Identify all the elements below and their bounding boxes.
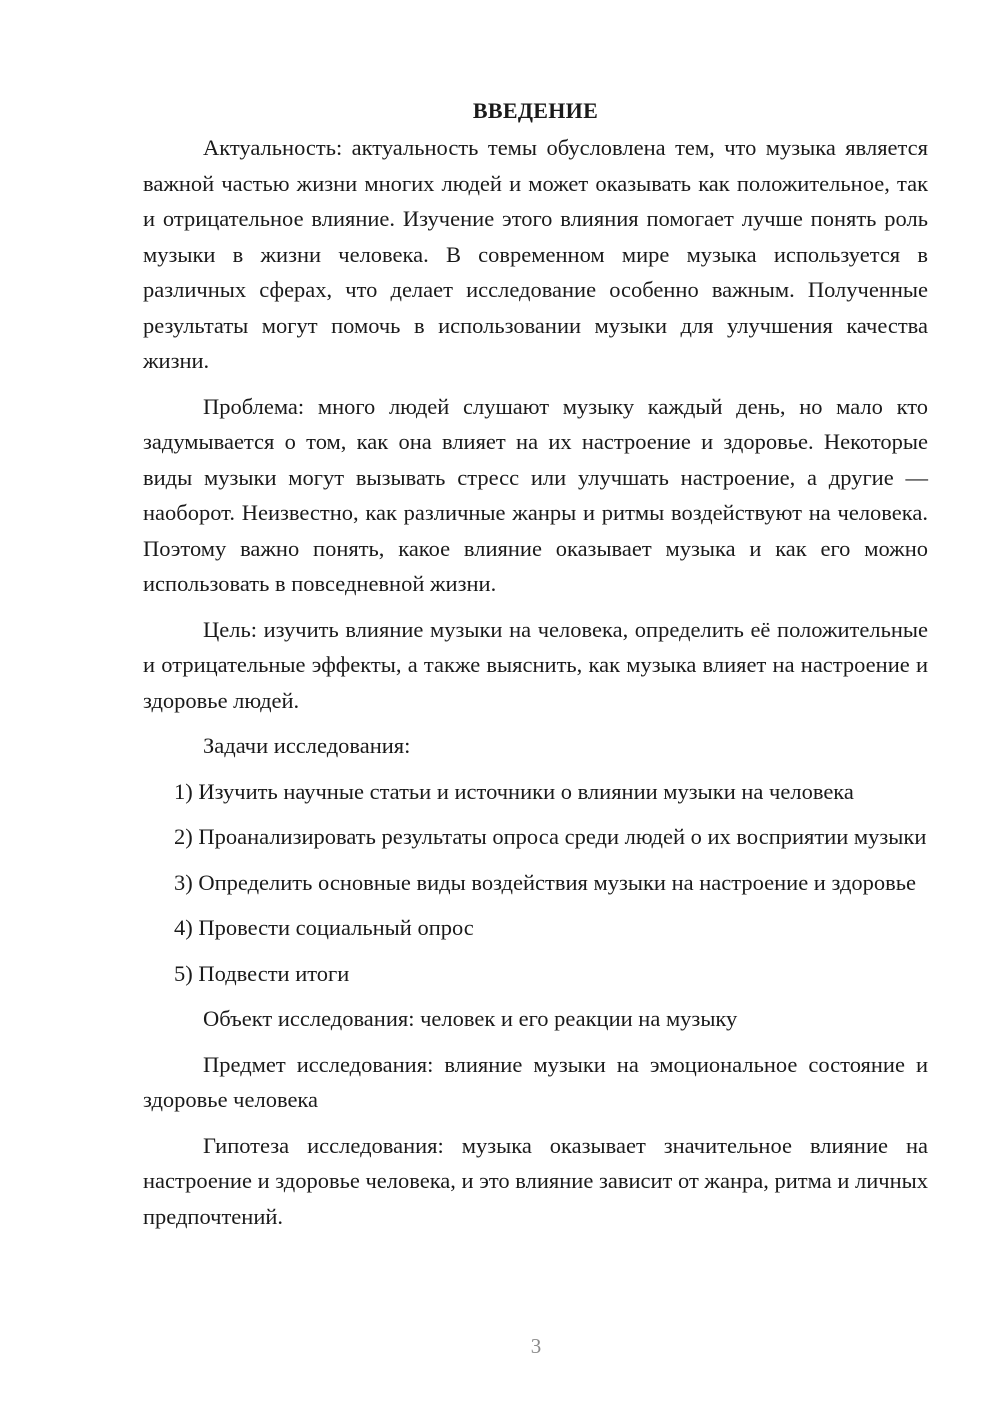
task-item-3: 3) Определить основные виды воздействия музыки на настроение и здоровье	[174, 869, 917, 895]
goal-paragraph: Цель: изучить влияние музыки на человека, определить её положительные и отрицательные эффекты, а также выяснить, как музыка влияет на настроение и здоровье людей.	[143, 616, 928, 713]
section-title: ВВЕДЕНИЕ	[472, 98, 599, 123]
task-item-2: 2) Проанализировать результаты опроса среди людей о их восприятии музыки	[174, 824, 927, 849]
relevance-paragraph: Актуальность: актуальность темы обусловлена тем, что музыка является важной частью жизни многих людей и может оказывать как положительное, так и отрицательное влияние. Изучение этого влияния помогает лучше понять роль музыки в жизни человека. В современном мире музыка используется в различных сферах, что делает исследование особенно важным. Полученные результаты могут помочь в использовании музыки для улучшения качества жизни.	[143, 135, 928, 373]
task-item-1: 1) Изучить научные статьи и источники о влиянии музыки на человека	[174, 778, 854, 804]
document-page	[143, 96, 928, 1244]
page-number: 3	[530, 1334, 542, 1358]
subject-paragraph: Предмет исследования: влияние музыки на эмоциональное состояние и здоровье человека	[143, 1051, 928, 1112]
hypothesis-paragraph: Гипотеза исследования: музыка оказывает значительное влияние на настроение и здоровье человека, и это влияние зависит от жанра, ритма и личных предпочтений.	[143, 1132, 928, 1229]
task-item-5: 5) Подвести итоги	[174, 960, 350, 986]
object-paragraph: Объект исследования: человек и его реакции на музыку	[203, 1006, 738, 1031]
task-item-4: 4) Провести социальный опрос	[174, 915, 474, 940]
tasks-heading: Задачи исследования:	[203, 733, 411, 758]
problem-paragraph: Проблема: много людей слушают музыку каждый день, но мало кто задумывается о том, как она влияет на их настроение и здоровье. Некоторые виды музыки могут вызывать стресс или улучшать настроение, а другие — наоборот. Неизвестно, как различные жанры и ритмы воздействуют на человека. Поэтому важно понять, какое влияние оказывает музыка и как его можно использовать в повседневной жизни.	[143, 393, 928, 596]
